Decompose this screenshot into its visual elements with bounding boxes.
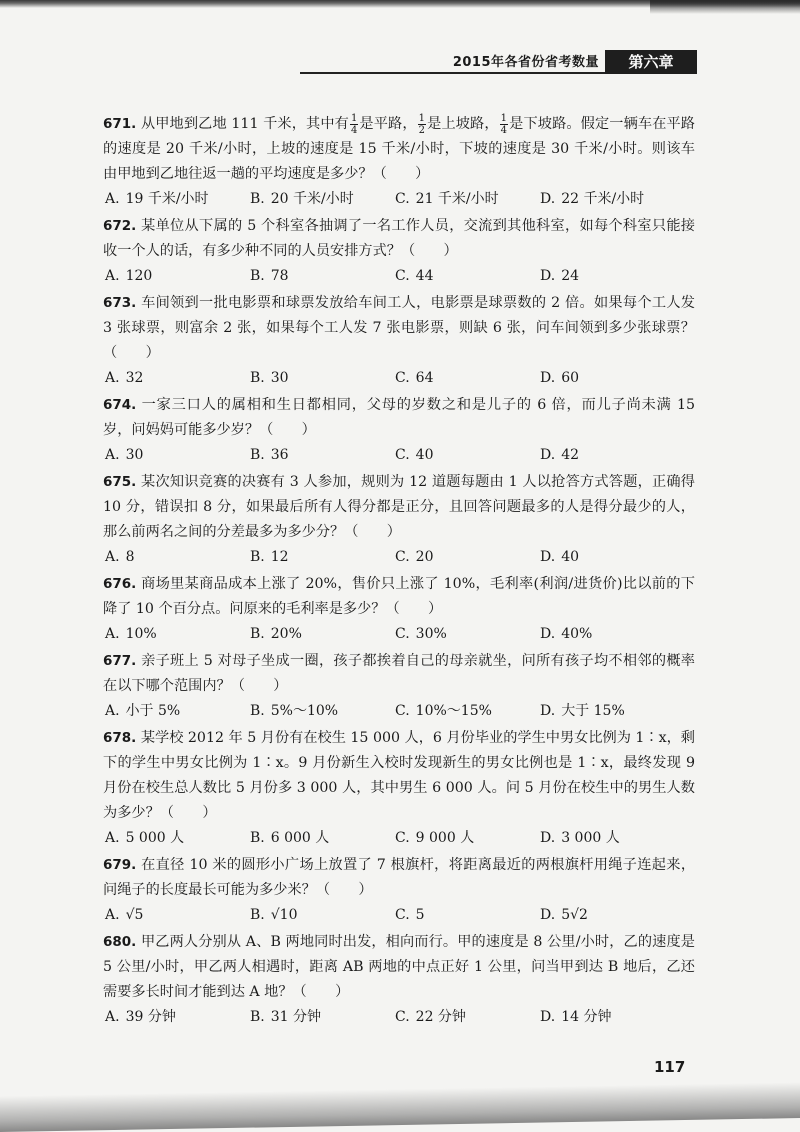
- option-letter: B.: [250, 1009, 265, 1025]
- option-a: [105, 545, 250, 570]
- option-letter: C.: [395, 1009, 410, 1025]
- option-text: 5%～10%: [270, 703, 339, 719]
- stem-text: 从甲地到乙地 111 千米，其中有: [140, 116, 349, 132]
- option-letter: A.: [105, 830, 120, 846]
- option-a: [105, 699, 250, 724]
- option-text: 3 000 人: [561, 830, 620, 846]
- option-a: [105, 264, 250, 289]
- option-b: [250, 264, 395, 289]
- answer-options: [103, 443, 695, 468]
- option-text: 10%～15%: [415, 703, 492, 719]
- option-letter: C.: [395, 830, 410, 846]
- option-text: 60: [561, 370, 580, 386]
- fraction-numerator: 1: [350, 112, 358, 124]
- option-text: 30%: [415, 626, 447, 642]
- fraction-denominator: 2: [418, 124, 426, 136]
- option-letter: A.: [105, 1009, 120, 1025]
- question-675: [103, 470, 695, 570]
- question-number: 678.: [103, 730, 137, 746]
- answer-options: [103, 545, 695, 570]
- option-letter: C.: [395, 626, 410, 642]
- question-stem: [103, 649, 695, 699]
- option-text: 40: [561, 549, 580, 565]
- option-d: [540, 366, 685, 391]
- option-a: [105, 622, 250, 647]
- page-number: 117: [654, 1058, 686, 1076]
- fraction-denominator: 4: [500, 124, 508, 136]
- option-letter: B.: [250, 268, 265, 284]
- option-text: 5√2: [561, 907, 588, 923]
- option-letter: B.: [250, 626, 265, 642]
- option-letter: D.: [540, 626, 556, 642]
- stem-text: 在直径 10 米的圆形小广场上放置了 7 根旗杆，将距离最近的两根旗杆用绳子连起来，问绳子的长度最长可能为多少米？（ ）: [103, 857, 696, 898]
- option-letter: B.: [250, 370, 265, 386]
- option-text: 22 千米/小时: [561, 191, 645, 207]
- option-d: [540, 1005, 685, 1030]
- option-b: [250, 826, 395, 851]
- option-c: [395, 826, 540, 851]
- option-letter: D.: [540, 907, 556, 923]
- option-d: [540, 545, 685, 570]
- question-stem: [103, 853, 695, 903]
- question-number: 677.: [103, 653, 137, 669]
- option-d: [540, 903, 685, 928]
- option-letter: D.: [540, 549, 556, 565]
- option-text: 44: [415, 268, 434, 284]
- answer-options: [103, 1005, 695, 1030]
- question-680: [103, 930, 695, 1030]
- option-letter: D.: [540, 370, 556, 386]
- option-text: 14 分钟: [561, 1009, 612, 1025]
- running-header: [300, 50, 697, 74]
- answer-options: [103, 187, 695, 212]
- option-c: [395, 699, 540, 724]
- option-b: [250, 187, 395, 212]
- option-letter: A.: [105, 268, 120, 284]
- stem-text: 亲子班上 5 对母子坐成一圈，孩子都挨着自己的母亲就坐，问所有孩子均不相邻的概率在以下哪个范围内？（ ）: [103, 653, 695, 694]
- option-b: [250, 1005, 395, 1030]
- stem-text: 甲乙两人分别从 A、B 两地同时出发，相向而行。甲的速度是 8 公里/小时，乙的速度是 5 公里/小时，甲乙两人相遇时，距离 AB 两地的中点正好 1 公里，问当甲到达 B 地后，乙还需要多长时间才能到达 A 地？（ ）: [103, 934, 695, 1000]
- option-text: 10%: [125, 626, 157, 642]
- option-text: 39 分钟: [125, 1009, 176, 1025]
- option-letter: A.: [105, 191, 120, 207]
- option-text: √5: [125, 907, 144, 923]
- option-d: [540, 622, 685, 647]
- option-letter: C.: [395, 549, 410, 565]
- option-letter: A.: [105, 447, 120, 463]
- question-673: [103, 291, 695, 391]
- option-letter: D.: [540, 830, 556, 846]
- option-text: 小于 5%: [125, 703, 181, 719]
- option-letter: D.: [540, 1009, 556, 1025]
- option-c: [395, 545, 540, 570]
- question-number: 673.: [103, 295, 137, 311]
- stem-text: 某单位从下属的 5 个科室各抽调了一名工作人员，交流到其他科室，如每个科室只能接收一个人的话，有多少种不同的人员安排方式？（ ）: [103, 218, 695, 259]
- stem-text: 是平路，: [359, 116, 417, 132]
- option-letter: C.: [395, 447, 410, 463]
- question-stem: [103, 930, 695, 1005]
- option-a: [105, 366, 250, 391]
- stem-text: 车间领到一批电影票和球票发放给车间工人，电影票是球票数的 2 倍。如果每个工人发 3 张球票，则富余 2 张，如果每个工人发 7 张电影票，则缺 6 张，问车间领到多少张球票？（ ）: [103, 295, 695, 361]
- option-letter: A.: [105, 703, 120, 719]
- option-text: 30: [125, 447, 144, 463]
- option-d: [540, 187, 685, 212]
- answer-options: [103, 826, 695, 851]
- fraction: [500, 113, 508, 136]
- page-top-edge-shadow: [0, 0, 800, 8]
- answer-options: [103, 366, 695, 391]
- header-title: 2015年各省份省考数量: [452, 55, 599, 70]
- answer-options: [103, 264, 695, 289]
- option-letter: C.: [395, 907, 410, 923]
- stem-text: 某次知识竞赛的决赛有 3 人参加，规则为 12 道题每题由 1 人以抢答方式答题，正确得 10 分，错误扣 8 分，如果最后所有人得分都是正分，且回答问题最多的人是得分最少的人，那么前两名之间的分差最多为多少分？（ ）: [103, 474, 695, 540]
- option-letter: C.: [395, 703, 410, 719]
- option-text: 78: [270, 268, 289, 284]
- option-c: [395, 187, 540, 212]
- option-a: [105, 1005, 250, 1030]
- option-text: 20%: [270, 626, 302, 642]
- fraction: [350, 113, 358, 136]
- question-number: 676.: [103, 576, 137, 592]
- stem-text: 一家三口人的属相和生日都相同，父母的岁数之和是儿子的 6 倍，而儿子尚未满 15 岁，问妈妈可能多少岁？（ ）: [103, 397, 695, 438]
- option-letter: D.: [540, 191, 556, 207]
- option-letter: C.: [395, 268, 410, 284]
- option-text: √10: [270, 907, 298, 923]
- option-text: 9 000 人: [415, 830, 475, 846]
- option-b: [250, 366, 395, 391]
- option-d: [540, 699, 685, 724]
- answer-options: [103, 622, 695, 647]
- fraction-numerator: 1: [500, 112, 508, 124]
- option-text: 30: [270, 370, 289, 386]
- question-stem: [103, 726, 695, 826]
- question-stem: [103, 112, 695, 187]
- option-letter: B.: [250, 549, 265, 565]
- option-text: 36: [270, 447, 289, 463]
- option-text: 32: [125, 370, 144, 386]
- question-number: 675.: [103, 474, 137, 490]
- option-letter: B.: [250, 191, 265, 207]
- question-number: 674.: [103, 397, 137, 413]
- option-b: [250, 622, 395, 647]
- option-letter: B.: [250, 830, 265, 846]
- option-letter: D.: [540, 268, 556, 284]
- question-671: [103, 112, 695, 212]
- option-letter: C.: [395, 191, 410, 207]
- option-text: 8: [125, 549, 135, 565]
- option-text: 6 000 人: [270, 830, 330, 846]
- question-stem: [103, 214, 695, 264]
- option-text: 42: [561, 447, 580, 463]
- option-letter: B.: [250, 907, 265, 923]
- option-c: [395, 1005, 540, 1030]
- question-list: [103, 112, 695, 1032]
- option-text: 22 分钟: [415, 1009, 466, 1025]
- option-b: [250, 699, 395, 724]
- option-text: 12: [270, 549, 289, 565]
- option-c: [395, 622, 540, 647]
- stem-text: 商场里某商品成本上涨了 20%，售价只上涨了 10%，毛利率(利润/进货价)比以前的下降了 10 个百分点。问原来的毛利率是多少？（ ）: [103, 576, 695, 617]
- option-letter: A.: [105, 549, 120, 565]
- option-text: 5 000 人: [125, 830, 185, 846]
- option-b: [250, 903, 395, 928]
- question-number: 679.: [103, 857, 137, 873]
- option-text: 20 千米/小时: [270, 191, 354, 207]
- option-text: 31 分钟: [270, 1009, 322, 1025]
- option-a: [105, 443, 250, 468]
- fraction-numerator: 1: [418, 112, 426, 124]
- option-letter: A.: [105, 626, 120, 642]
- option-text: 5: [415, 907, 425, 923]
- option-letter: B.: [250, 703, 265, 719]
- option-letter: A.: [105, 370, 120, 386]
- option-c: [395, 903, 540, 928]
- option-d: [540, 826, 685, 851]
- question-677: [103, 649, 695, 724]
- option-letter: A.: [105, 907, 120, 923]
- question-number: 671.: [103, 116, 137, 132]
- question-stem: [103, 393, 695, 443]
- option-letter: D.: [540, 447, 556, 463]
- answer-options: [103, 699, 695, 724]
- option-text: 19 千米/小时: [125, 191, 209, 207]
- option-text: 40: [415, 447, 434, 463]
- stem-text: 是下坡路。假定一辆车在平路的速度是 20 千米/小时，上坡的速度是 15 千米/小时，下坡的速度是 30 千米/小时。则该车由甲地到乙地往返一趟的平均速度是多少？（ ）: [103, 116, 695, 182]
- option-text: 大于 15%: [561, 703, 625, 719]
- stem-text: 某学校 2012 年 5 月份有在校生 15 000 人，6 月份毕业的学生中男女比例为 1∶x，剩下的学生中男女比例为 1∶x。9 月份新生入校时发现新生的男女比例也是 1∶x，最终发现 9 月份在校生总人数比 5 月份多 3 000 人，其中男生 6 000 人。问 5 月份在校生中的男生人数为多少？（ ）: [103, 730, 695, 821]
- option-b: [250, 443, 395, 468]
- option-a: [105, 826, 250, 851]
- option-d: [540, 264, 685, 289]
- option-letter: B.: [250, 447, 265, 463]
- option-letter: D.: [540, 703, 556, 719]
- option-a: [105, 187, 250, 212]
- chapter-label: 第六章: [605, 50, 697, 74]
- fraction-denominator: 4: [350, 124, 358, 136]
- question-676: [103, 572, 695, 647]
- option-c: [395, 443, 540, 468]
- option-a: [105, 903, 250, 928]
- question-678: [103, 726, 695, 851]
- question-stem: [103, 291, 695, 366]
- question-679: [103, 853, 695, 928]
- question-672: [103, 214, 695, 289]
- option-d: [540, 443, 685, 468]
- question-number: 672.: [103, 218, 137, 234]
- question-stem: [103, 572, 695, 622]
- stem-text: 是上坡路，: [427, 116, 499, 132]
- option-b: [250, 545, 395, 570]
- option-c: [395, 264, 540, 289]
- option-text: 64: [415, 370, 434, 386]
- option-text: 21 千米/小时: [415, 191, 499, 207]
- option-text: 24: [561, 268, 580, 284]
- question-number: 680.: [103, 934, 137, 950]
- page-bottom-shadow: [0, 1082, 800, 1132]
- question-674: [103, 393, 695, 468]
- option-text: 20: [415, 549, 434, 565]
- fraction: [418, 113, 426, 136]
- question-stem: [103, 470, 695, 545]
- option-text: 120: [125, 268, 153, 284]
- option-letter: C.: [395, 370, 410, 386]
- option-text: 40%: [561, 626, 593, 642]
- option-c: [395, 366, 540, 391]
- answer-options: [103, 903, 695, 928]
